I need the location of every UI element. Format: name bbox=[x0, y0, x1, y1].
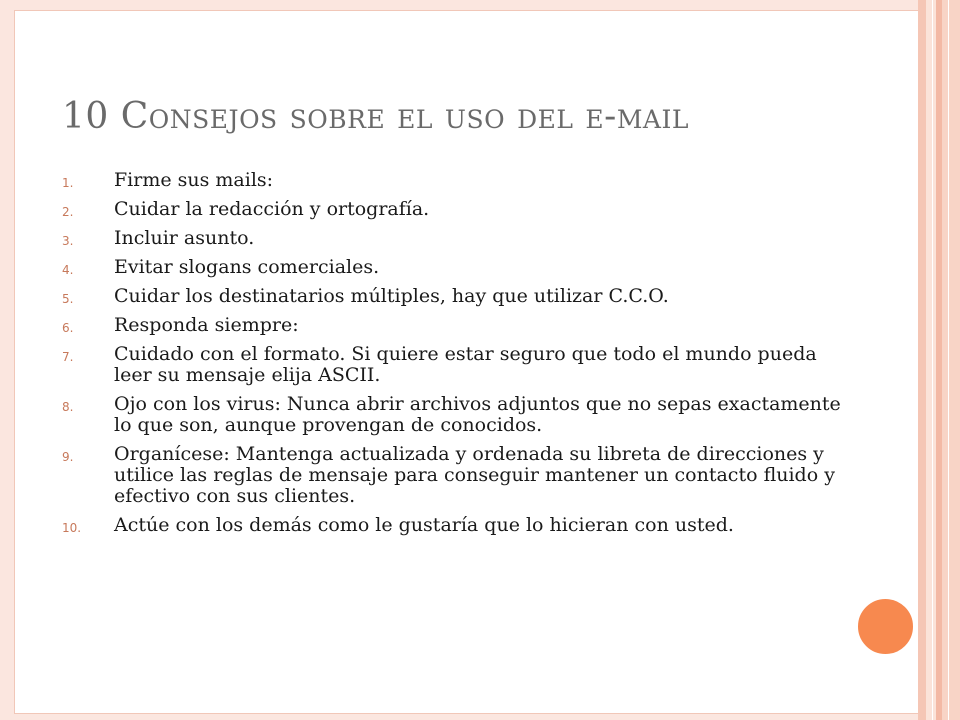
list-item bbox=[62, 315, 852, 336]
list-number: 7. bbox=[62, 350, 74, 364]
list-text: Incluir asunto. bbox=[114, 227, 255, 249]
list-item bbox=[62, 199, 852, 220]
accent-circle bbox=[856, 597, 915, 656]
list-text: Organícese: Mantenga actualizada y ordenada su libreta de direcciones y utilice las reglas de mensaje para conseguir mantener un contacto fluido y efectivo con sus clientes. bbox=[114, 443, 835, 507]
list-text: Responda siempre: bbox=[114, 314, 299, 336]
list-text: Evitar slogans comerciales. bbox=[114, 256, 380, 278]
list-number: 8. bbox=[62, 400, 74, 414]
list-item bbox=[62, 170, 852, 191]
right-decor-line bbox=[932, 0, 933, 720]
slide-title: 10 Consejos sobre el uso del e-mail bbox=[62, 96, 689, 137]
right-decor-bar bbox=[926, 0, 936, 720]
list-text: Ojo con los virus: Nunca abrir archivos adjuntos que no sepas exactamente lo que son, aunque provengan de conocidos. bbox=[114, 393, 841, 436]
list-number: 1. bbox=[62, 176, 74, 190]
list-number: 10. bbox=[62, 521, 82, 535]
list-number: 6. bbox=[62, 321, 74, 335]
list-item bbox=[62, 228, 852, 249]
right-decor-bar bbox=[918, 0, 926, 720]
list-text: Firme sus mails: bbox=[114, 169, 274, 191]
right-decor-line bbox=[948, 0, 949, 720]
list-item bbox=[62, 344, 852, 386]
list-item bbox=[62, 515, 852, 536]
list-text: Actúe con los demás como le gustaría que lo hicieran con usted. bbox=[114, 514, 734, 536]
list-number: 9. bbox=[62, 450, 74, 464]
list-item bbox=[62, 444, 852, 507]
list-number: 5. bbox=[62, 292, 74, 306]
list-number: 2. bbox=[62, 205, 74, 219]
right-decor-bar bbox=[942, 0, 960, 720]
list-item bbox=[62, 257, 852, 278]
list-text: Cuidar los destinatarios múltiples, hay que utilizar C.C.O. bbox=[114, 285, 669, 307]
list-text: Cuidado con el formato. Si quiere estar seguro que todo el mundo pueda leer su mensaje elija ASCII. bbox=[114, 343, 817, 386]
numbered-list bbox=[62, 170, 852, 544]
frame-top-border bbox=[14, 0, 920, 11]
list-number: 4. bbox=[62, 263, 74, 277]
list-text: Cuidar la redacción y ortografía. bbox=[114, 198, 430, 220]
frame-bottom-border bbox=[14, 713, 920, 720]
list-item bbox=[62, 394, 852, 436]
frame-left-border bbox=[0, 0, 15, 720]
list-number: 3. bbox=[62, 234, 74, 248]
list-item bbox=[62, 286, 852, 307]
